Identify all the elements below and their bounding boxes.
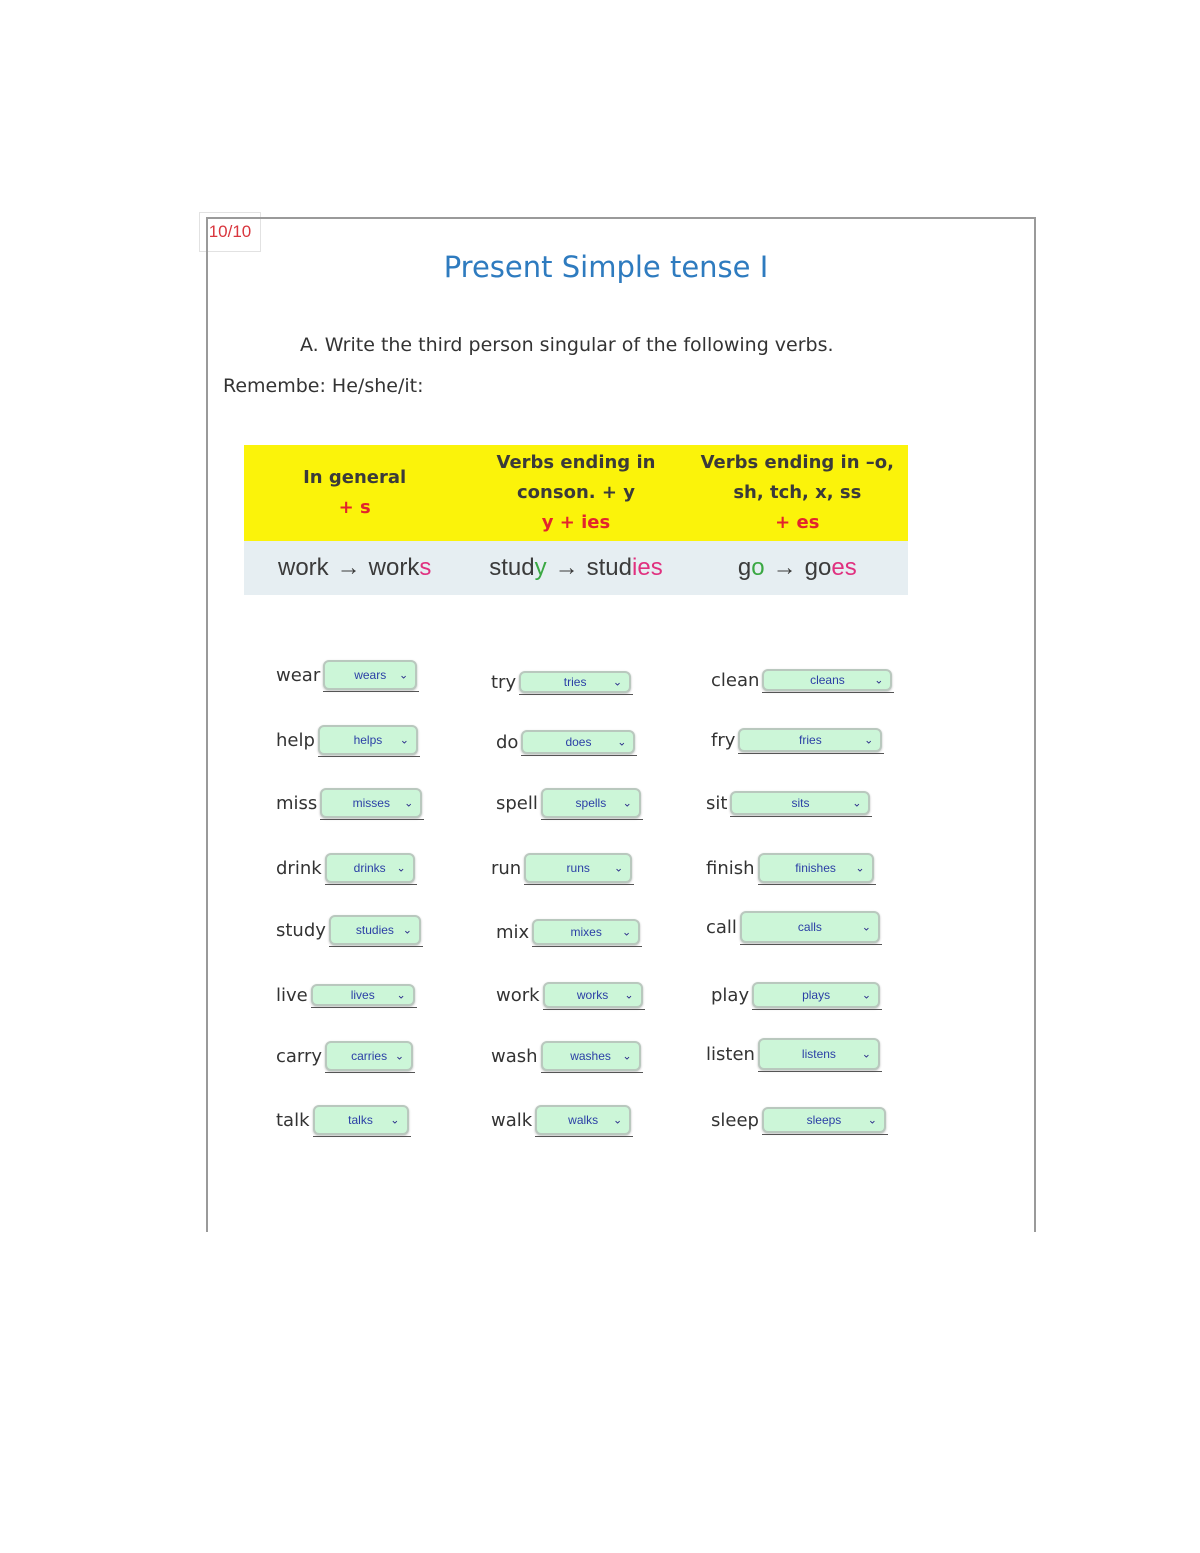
chevron-down-icon: ⌄ — [861, 1048, 871, 1061]
answer-underline — [521, 755, 637, 756]
example-general — [244, 541, 465, 595]
example-result-ending: es — [831, 554, 857, 581]
answer-underline — [738, 753, 884, 754]
chevron-down-icon: ⌄ — [867, 1114, 877, 1127]
rule-title: Verbs ending in — [496, 452, 656, 473]
verb-label: call — [706, 916, 737, 938]
answer-underline — [313, 1136, 411, 1137]
verb-label: drink — [276, 857, 322, 879]
answer-underline — [318, 756, 420, 757]
answer-underline — [758, 1071, 882, 1072]
score-badge: 10/10 — [199, 212, 261, 252]
answer-underline — [519, 694, 633, 695]
exercise-item — [491, 1036, 641, 1076]
example-consonant-y — [465, 541, 686, 595]
exercise-item — [711, 660, 892, 700]
verb-label: live — [276, 984, 308, 1006]
verb-label: try — [491, 671, 517, 693]
chevron-down-icon: ⌄ — [399, 669, 409, 682]
answer-value: washes — [570, 1049, 611, 1063]
answer-value: calls — [797, 920, 822, 934]
chevron-down-icon: ⌄ — [852, 797, 862, 810]
chevron-down-icon: ⌄ — [874, 674, 884, 687]
answer-value: listens — [801, 1047, 836, 1061]
answer-dropdown[interactable] — [762, 1107, 886, 1133]
chevron-down-icon: ⌄ — [612, 676, 623, 689]
answer-dropdown[interactable] — [543, 982, 643, 1008]
answer-dropdown[interactable] — [532, 919, 640, 945]
answer-dropdown[interactable] — [524, 853, 632, 883]
exercise-item — [276, 720, 418, 760]
answer-underline — [752, 1009, 882, 1010]
answer-value: fries — [799, 733, 822, 747]
remember-text: Remembe: He/she/it: — [223, 375, 424, 397]
example-base: stud — [489, 554, 535, 581]
example-base: work — [277, 554, 329, 581]
exercise-item — [496, 783, 641, 823]
chevron-down-icon: ⌄ — [390, 1114, 400, 1127]
answer-dropdown[interactable] — [311, 984, 415, 1006]
answer-underline — [325, 884, 417, 885]
chevron-down-icon: ⌄ — [402, 924, 412, 937]
verb-label: mix — [496, 921, 530, 943]
exercise-item — [276, 910, 421, 950]
exercise-item — [276, 1036, 413, 1076]
answer-dropdown[interactable] — [758, 853, 874, 883]
example-base-ending: o — [751, 554, 765, 581]
answer-underline — [524, 884, 634, 885]
chevron-down-icon: ⌄ — [622, 1050, 632, 1063]
verb-label: wash — [491, 1045, 538, 1067]
answer-underline — [541, 1072, 643, 1073]
answer-underline — [532, 946, 642, 947]
answer-value: sleeps — [806, 1113, 842, 1127]
chevron-down-icon: ⌄ — [612, 1114, 623, 1127]
answer-dropdown[interactable] — [329, 915, 421, 945]
chevron-down-icon: ⌄ — [864, 734, 874, 747]
answer-value: wears — [354, 668, 387, 682]
answer-dropdown[interactable] — [740, 911, 880, 943]
verb-label: clean — [711, 669, 760, 691]
chevron-down-icon: ⌄ — [396, 989, 406, 1002]
answer-value: works — [576, 988, 609, 1002]
verb-label: run — [491, 857, 522, 879]
instruction-text: A. Write the third person singular of the following verbs. — [300, 334, 834, 356]
verb-label: spell — [496, 792, 538, 814]
example-base: g — [737, 554, 752, 581]
answer-value: spells — [575, 796, 607, 810]
verb-label: fry — [711, 729, 736, 751]
example-es-endings — [687, 541, 908, 595]
rule-suffix: y + ies — [541, 512, 611, 533]
verb-label: play — [711, 984, 750, 1006]
exercise-item — [276, 975, 415, 1015]
answer-value: sits — [791, 796, 810, 810]
answer-value: walks — [568, 1113, 599, 1127]
answer-dropdown[interactable] — [535, 1105, 631, 1135]
verb-label: miss — [276, 792, 318, 814]
chevron-down-icon: ⌄ — [861, 989, 872, 1002]
rules-table — [244, 445, 908, 595]
arrow-icon: → — [772, 554, 797, 581]
example-result: work — [368, 554, 420, 581]
answer-underline — [762, 1134, 888, 1135]
answer-underline — [541, 819, 643, 820]
exercise-item — [496, 912, 640, 952]
exercise-item — [711, 975, 880, 1015]
answer-value: does — [565, 735, 592, 749]
answer-underline — [329, 946, 423, 947]
verb-label: talk — [276, 1109, 310, 1131]
exercise-item — [706, 907, 880, 947]
answer-value: drinks — [353, 861, 386, 875]
answer-dropdown[interactable] — [521, 730, 635, 754]
answer-value: misses — [352, 796, 390, 810]
answer-value: studies — [355, 923, 394, 937]
answer-dropdown[interactable] — [320, 788, 422, 818]
answer-dropdown[interactable] — [762, 669, 892, 691]
chevron-down-icon: ⌄ — [622, 797, 632, 810]
answer-underline — [325, 1072, 415, 1073]
rule-consonant-y — [465, 445, 686, 541]
exercise-item — [706, 848, 874, 888]
verb-label: study — [276, 919, 326, 941]
chevron-down-icon: ⌄ — [855, 862, 865, 875]
exercise-item — [711, 1100, 886, 1140]
rule-title: Verbs ending in –o, — [700, 452, 895, 473]
verb-label: finish — [706, 857, 755, 879]
answer-value: carries — [351, 1049, 388, 1063]
example-result-ending: ies — [632, 554, 663, 581]
verb-label: sit — [706, 792, 728, 814]
exercise-item — [496, 722, 635, 762]
answer-value: helps — [353, 733, 383, 747]
rule-suffix: + es — [775, 512, 820, 533]
exercise-item — [706, 1034, 880, 1074]
example-result: go — [804, 554, 832, 581]
answer-underline — [323, 691, 419, 692]
rules-example-row — [244, 541, 908, 595]
verb-label: sleep — [711, 1109, 759, 1131]
exercise-item — [276, 655, 417, 695]
answer-value: mixes — [570, 925, 602, 939]
answer-value: tries — [563, 675, 587, 689]
answer-value: cleans — [810, 673, 845, 687]
verb-label: wear — [276, 664, 321, 686]
arrow-icon: → — [336, 554, 361, 581]
answer-underline — [320, 819, 424, 820]
chevron-down-icon: ⌄ — [396, 862, 406, 875]
answer-dropdown[interactable] — [325, 1041, 413, 1071]
verb-label: carry — [276, 1045, 323, 1067]
answer-underline — [762, 692, 894, 693]
rule-general — [244, 445, 465, 541]
verb-label: do — [496, 731, 519, 753]
answer-dropdown[interactable] — [313, 1105, 409, 1135]
verb-label: walk — [491, 1109, 533, 1131]
exercise-item — [491, 1100, 631, 1140]
answer-dropdown[interactable] — [730, 791, 870, 815]
answer-dropdown[interactable] — [541, 788, 641, 818]
answer-dropdown[interactable] — [758, 1038, 880, 1070]
exercise-item — [276, 1100, 409, 1140]
exercise-item — [706, 783, 870, 823]
rule-subtitle: conson. + y — [517, 482, 635, 503]
chevron-down-icon: ⌄ — [394, 1050, 405, 1063]
answer-value: talks — [348, 1113, 373, 1127]
verb-label: help — [276, 729, 315, 751]
answer-value: finishes — [795, 861, 836, 875]
answer-underline — [543, 1009, 645, 1010]
answer-dropdown[interactable] — [318, 725, 418, 755]
exercise-item — [491, 848, 632, 888]
exercise-item — [491, 662, 631, 702]
page-title: Present Simple tense I — [443, 250, 769, 284]
rules-header-row — [244, 445, 908, 541]
chevron-down-icon: ⌄ — [404, 797, 414, 810]
answer-dropdown[interactable] — [323, 660, 417, 690]
example-result-ending: s — [419, 554, 432, 581]
rule-suffix: + s — [338, 497, 371, 518]
exercise-item — [276, 848, 415, 888]
answer-value: runs — [566, 861, 590, 875]
answer-dropdown[interactable] — [541, 1041, 641, 1071]
example-result: stud — [586, 554, 633, 581]
answer-value: lives — [350, 988, 375, 1002]
answer-underline — [758, 884, 876, 885]
answer-underline — [311, 1007, 417, 1008]
rule-es-endings — [687, 445, 908, 541]
answer-dropdown[interactable] — [325, 853, 415, 883]
chevron-down-icon: ⌄ — [614, 862, 624, 875]
answer-dropdown[interactable] — [519, 671, 631, 693]
answer-value: plays — [802, 988, 831, 1002]
chevron-down-icon: ⌄ — [621, 926, 632, 939]
verb-label: listen — [706, 1043, 755, 1065]
answer-underline — [730, 816, 872, 817]
verb-label: work — [496, 984, 540, 1006]
exercise-item — [711, 720, 882, 760]
answer-dropdown[interactable] — [752, 982, 880, 1008]
arrow-icon: → — [554, 554, 579, 581]
answer-underline — [535, 1136, 633, 1137]
example-base-ending: y — [534, 554, 547, 581]
chevron-down-icon: ⌄ — [399, 734, 409, 747]
chevron-down-icon: ⌄ — [617, 736, 627, 749]
answer-dropdown[interactable] — [738, 728, 882, 752]
rule-title: In general — [303, 467, 407, 488]
exercise-item — [496, 975, 643, 1015]
exercise-item — [276, 783, 422, 823]
rule-subtitle: sh, tch, x, ss — [733, 482, 862, 503]
answer-underline — [740, 944, 882, 945]
chevron-down-icon: ⌄ — [861, 921, 871, 934]
chevron-down-icon: ⌄ — [624, 989, 634, 1002]
